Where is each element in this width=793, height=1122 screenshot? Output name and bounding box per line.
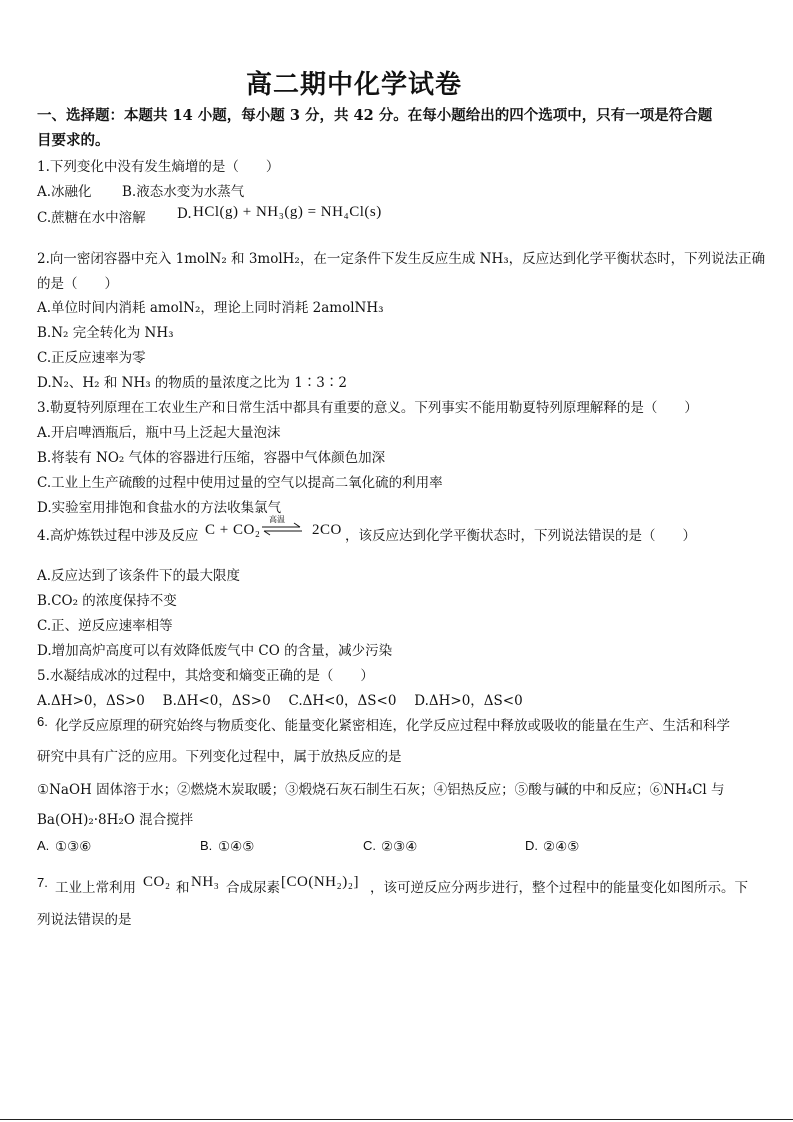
q2-option-a: A.单位时间内消耗 amolN₂，理论上同时消耗 2amolNH₃ bbox=[37, 300, 384, 316]
q2-stem-line1: 2.向一密闭容器中充入 1molN₂ 和 3molH₂，在一定条件下发生反应生成 NH₃，反应达到化学平衡状态时，下列说法正确 bbox=[37, 251, 766, 267]
q7-formula-urea: [CO(NH₂)₂] bbox=[281, 874, 359, 890]
q4-option-d: D.增加高炉高度可以有效降低废气中 CO 的含量，减少污染 bbox=[37, 643, 393, 659]
q7-stem-post: ，该可逆反应分两步进行，整个过程中的能量变化如图所示。下 bbox=[370, 880, 748, 896]
q1-option-c: C.蔗糖在水中溶解 bbox=[37, 210, 146, 226]
q7-stem-line2: 列说法错误的是 bbox=[37, 912, 132, 928]
q5-options: A.ΔH>0，ΔS>0 B.ΔH<0，ΔS>0 C.ΔH<0，ΔS<0 D.ΔH>0，ΔS<0 bbox=[37, 693, 523, 709]
q3-option-c: C.工业上生产硫酸的过程中使用过量的空气以提高二氧化硫的利用率 bbox=[37, 475, 443, 491]
q4-stem-post: ，该反应达到化学平衡状态时，下列说法错误的是（ ） bbox=[345, 528, 696, 544]
section-heading-line2: 目要求的。 bbox=[37, 132, 110, 149]
q2-option-c: C.正反应速率为零 bbox=[37, 350, 146, 366]
q3-option-a: A.开启啤酒瓶后，瓶中马上泛起大量泡沫 bbox=[37, 425, 281, 441]
q4-option-c: C.正、逆反应速率相等 bbox=[37, 618, 173, 634]
q6-option-c-mark: C. bbox=[363, 838, 376, 853]
q7-number: 7. bbox=[37, 875, 48, 890]
q7-formula-co2: CO₂ bbox=[143, 874, 171, 890]
section-heading-line1: 一、选择题：本题共 14 小题，每小题 3 分，共 42 分。在每小题给出的四个选项中，只有一项是符合题 bbox=[37, 107, 713, 124]
q2-option-b: B.N₂ 完全转化为 NH₃ bbox=[37, 325, 174, 341]
q6-items-line1: ①NaOH 固体溶于水；②燃烧木炭取暖；③煅烧石灰石制生石灰；④铝热反应；⑤酸与碱的中和反应；⑥NH₄Cl 与 bbox=[37, 782, 725, 798]
q6-stem-line2: 研究中具有广泛的应用。下列变化过程中，属于放热反应的是 bbox=[37, 749, 402, 765]
q2-stem-line2: 的是（ ） bbox=[37, 276, 118, 292]
q6-option-b: ①④⑤ bbox=[218, 839, 255, 855]
q6-stem-line1: 化学反应原理的研究始终与物质变化、能量变化紧密相连，化学反应过程中释放或吸收的能量在生产、生活和科学 bbox=[55, 718, 730, 734]
q1-option-d-equation: HCl(g) + NH₃(g) = NH₄Cl(s) bbox=[193, 204, 382, 220]
q1-option-a: A.冰融化 bbox=[37, 184, 92, 200]
q7-and: 和 bbox=[176, 880, 190, 896]
q4-equation-right: 2CO bbox=[312, 522, 342, 538]
q6-option-a: ①③⑥ bbox=[55, 839, 92, 855]
q6-option-c: ②③④ bbox=[381, 839, 418, 855]
q7-stem-pre: 工业上常利用 bbox=[55, 880, 136, 896]
q2-option-d: D.N₂、H₂ 和 NH₃ 的物质的量浓度之比为 1∶3∶2 bbox=[37, 375, 347, 391]
q4-stem-pre: 4.高炉炼铁过程中涉及反应 bbox=[37, 528, 199, 544]
page-bottom-rule bbox=[0, 1119, 793, 1120]
q3-option-b: B.将装有 NO₂ 气体的容器进行压缩，容器中气体颜色加深 bbox=[37, 450, 386, 466]
q4-equation-left: C + CO₂ bbox=[205, 522, 261, 538]
q4-option-b: B.CO₂ 的浓度保持不变 bbox=[37, 593, 177, 609]
q6-option-d: ②④⑤ bbox=[543, 839, 580, 855]
reversible-arrow-icon bbox=[260, 516, 304, 538]
q3-stem: 3.勒夏特列原理在工农业生产和日常生活中都具有重要的意义。下列事实不能用勒夏特列原理解释的是（ ） bbox=[37, 400, 698, 416]
q5-stem: 5.水凝结成冰的过程中，其焓变和熵变正确的是（ ） bbox=[37, 668, 374, 684]
q6-number: 6. bbox=[37, 714, 48, 729]
q6-option-a-mark: A. bbox=[37, 838, 50, 853]
q4-equilibrium-arrow bbox=[260, 516, 304, 538]
q3-option-d: D.实验室用排饱和食盐水的方法收集氯气 bbox=[37, 500, 282, 516]
q1-option-b: B.液态水变为水蒸气 bbox=[122, 184, 245, 200]
q7-stem-mid: 合成尿素 bbox=[226, 880, 280, 896]
q6-option-b-mark: B. bbox=[200, 838, 213, 853]
q7-formula-nh3: NH₃ bbox=[191, 874, 220, 890]
q6-items-line2: Ba(OH)₂·8H₂O 混合搅拌 bbox=[37, 812, 194, 828]
q1-stem: 1.下列变化中没有发生熵增的是（ ） bbox=[37, 159, 280, 175]
q4-option-a: A.反应达到了该条件下的最大限度 bbox=[37, 568, 241, 584]
q6-option-d-mark: D. bbox=[525, 838, 538, 853]
q1-option-d-label: D. bbox=[177, 206, 192, 222]
q4-condition-label: 高温 bbox=[269, 515, 285, 524]
page-title: 高二期中化学试卷 bbox=[246, 70, 463, 100]
